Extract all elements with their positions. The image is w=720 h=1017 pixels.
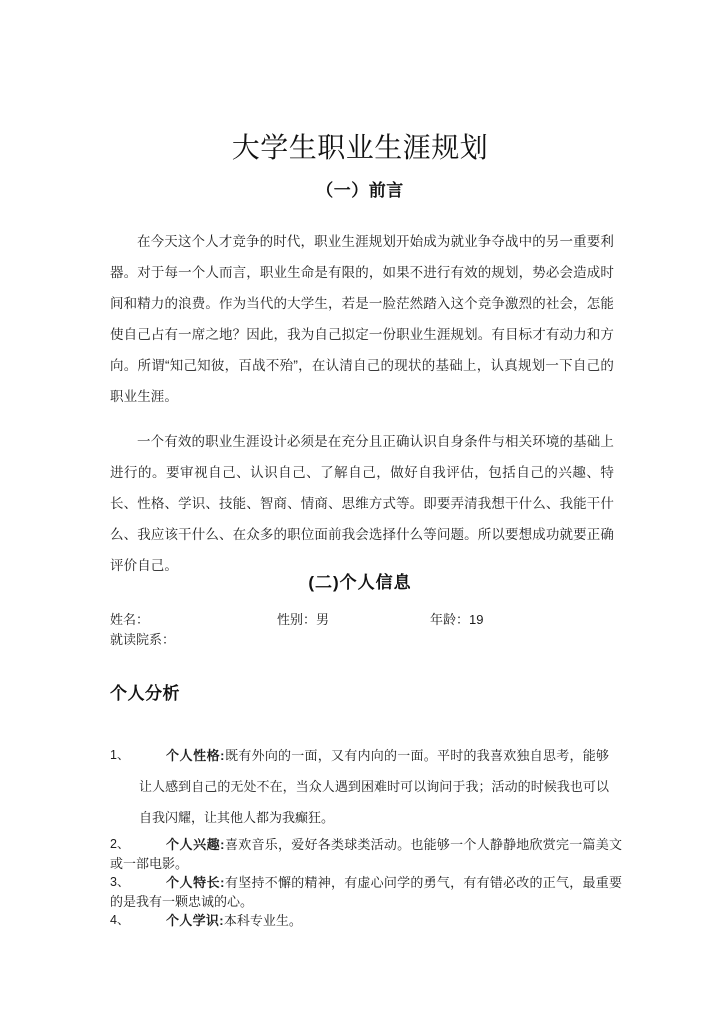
preface-body: [110, 226, 614, 581]
list-item-label: 个人兴趣:: [166, 837, 225, 852]
list-item-marker: 2、: [110, 837, 130, 851]
list-item-marker: 4、: [110, 913, 130, 927]
section-heading-preface: （一）前言: [316, 181, 404, 200]
personal-info-row: [110, 610, 620, 630]
list-item-content: [110, 911, 622, 930]
list-item-marker: 3、: [110, 875, 130, 889]
list-item-text: 既有外向的一面，又有内向的一面。平时的我喜欢独自思考，能够让人感到自己的无处不在，当众人遇到困难时可以询问于我；活动的时候我也可以自我闪耀，让其他人都为我癫狂。: [139, 748, 609, 825]
list-item-text: 本科专业生。: [223, 913, 302, 928]
list-item-label: 个人学识:: [166, 913, 224, 928]
personal-analysis-list: [110, 740, 622, 930]
list-item-label: 个人性格:: [166, 748, 225, 763]
personal-info-row: [110, 630, 620, 650]
preface-paragraph-1: 在今天这个人才竞争的时代，职业生涯规划开始成为就业争夺战中的另一重要利器。对于每一个人而言，职业生命是有限的，如果不进行有效的规划，势必会造成时间和精力的浪费。作为当代的大学生，若是一脸茫然踏入这个竞争激烈的社会，怎能使自己占有一席之地？因此，我为自己拟定一份职业生涯规划。有目标才有动力和方向。所谓“知己知彼，百战不殆”，在认清自己的现状的基础上，认真规划一下自己的职业生涯。: [110, 234, 614, 404]
list-item-label: 个人特长:: [166, 875, 225, 890]
list-item-marker: 1、: [110, 748, 130, 762]
list-item-text: 有坚持不懈的精神，有虚心问学的勇气，有有错必改的正气，最重要的是我有一颗忠诚的心。: [110, 875, 622, 909]
field-gender-label: 性别：男: [277, 612, 330, 627]
list-item: [110, 835, 622, 873]
list-item: [110, 740, 622, 833]
list-item-content: [110, 873, 622, 911]
list-item-content: [110, 835, 622, 873]
list-item-text: 喜欢音乐，爱好各类球类活动。也能够一个人静静地欣赏完一篇美文或一部电影。: [110, 837, 622, 871]
field-age-label: 年龄：19: [430, 612, 484, 627]
list-item: [110, 911, 622, 930]
field-name-label: 姓名：: [110, 612, 150, 627]
list-item-content: [110, 740, 609, 833]
section-heading-personal-info: (二)个人信息: [308, 573, 412, 592]
field-department-label: 就读院系：: [110, 632, 176, 647]
preface-paragraph-2: 一个有效的职业生涯设计必须是在充分且正确认识自身条件与相关环境的基础上进行的。要审视自己、认识自己、了解自己，做好自我评估，包括自己的兴趣、特长、性格、学识、技能、智商、情商、思维方式等。即要弄清我想干什么、我能干什么、我应该干什么、在众多的职位面前我会选择什么等问题。所以要想成功就要正确评价自己。: [110, 434, 614, 573]
personal-info-fields: [110, 610, 620, 650]
list-item: [110, 873, 622, 911]
document-title: 大学生职业生涯规划: [231, 132, 489, 164]
section-heading-personal-analysis: 个人分析: [110, 684, 180, 703]
